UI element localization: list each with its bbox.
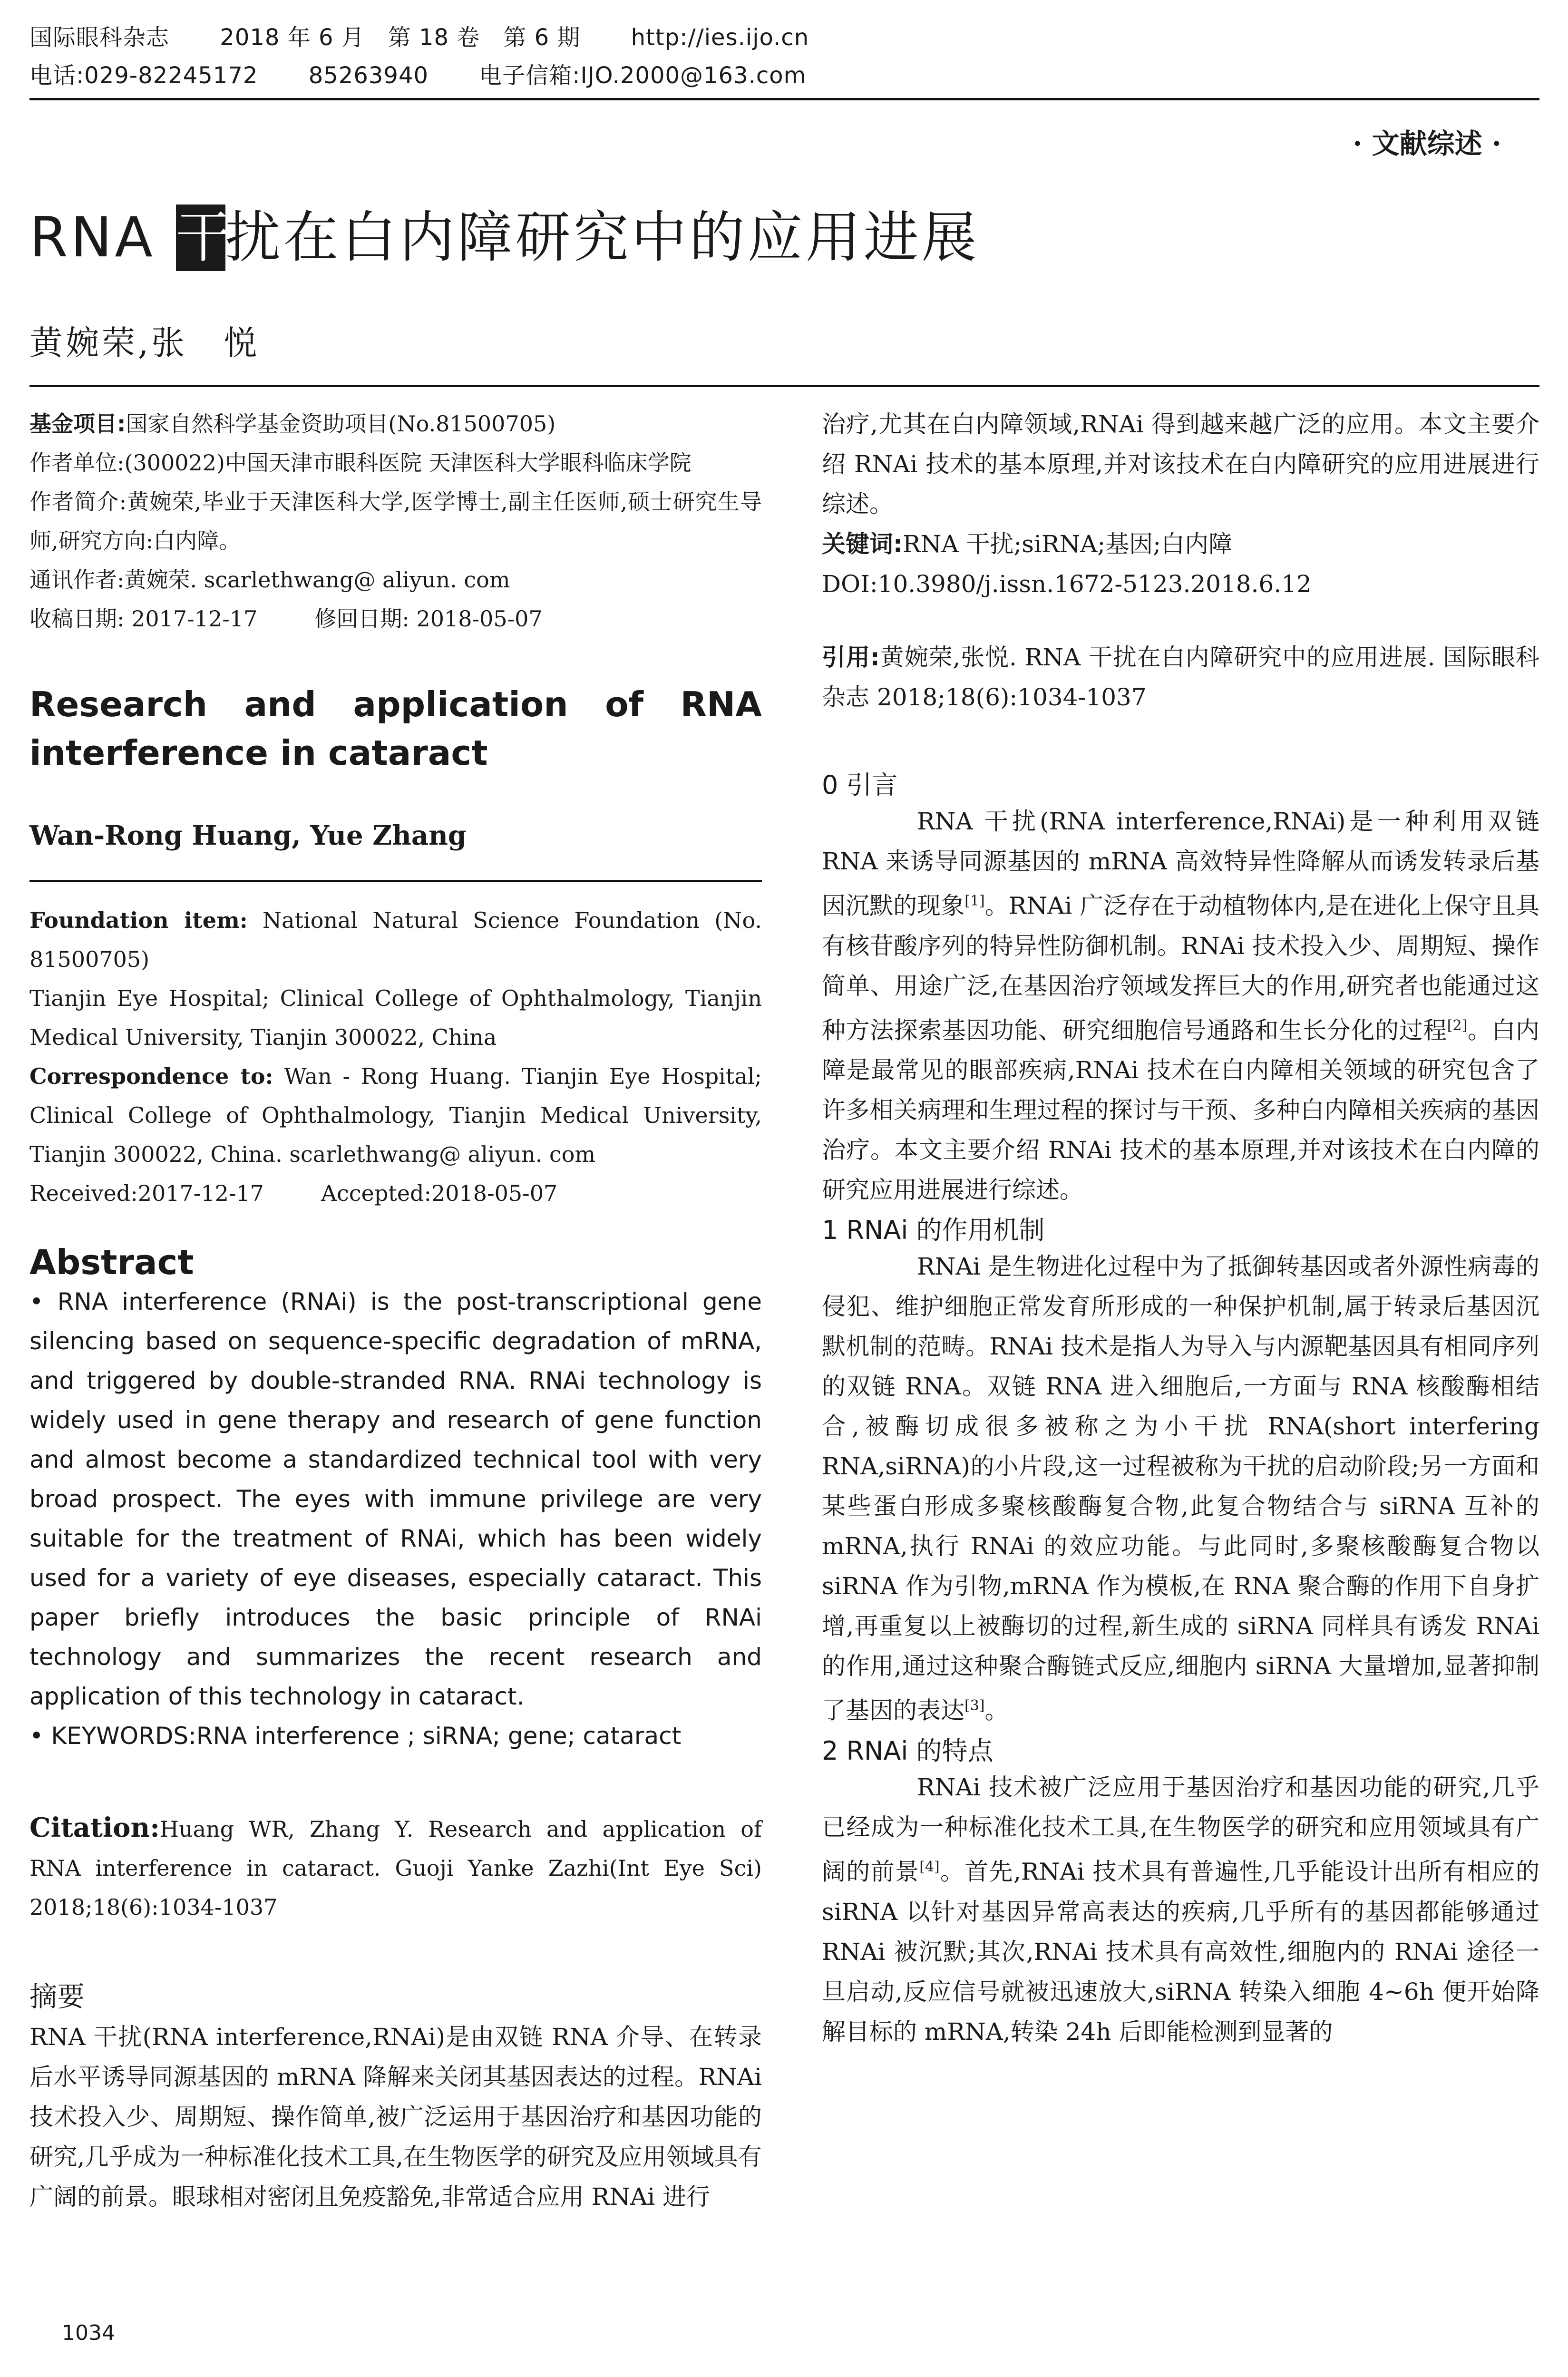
section-0-heading: 0 引言 [822, 770, 898, 800]
page-title [29, 205, 980, 271]
cn-cite: 引用:黄婉荣,张悦. RNA 干扰在白内障研究中的应用进展. 国际眼科杂志 2018;18(6):1034-1037 [822, 643, 1539, 711]
journal-url[interactable]: http://ies.ijo.cn [631, 24, 809, 51]
bio-line: 作者简介:黄婉荣,毕业于天津医科大学,医学博士,副主任医师,硕士研究生导师,研究方向:白内障。 [29, 489, 762, 554]
authors-cn: 黄婉荣,张 悦 [29, 323, 260, 362]
title-highlight: 干 [176, 205, 225, 271]
section-1-heading: 1 RNAi 的作用机制 [822, 1215, 1045, 1246]
ref-4[interactable]: [4] [919, 1858, 940, 1875]
left-column [29, 404, 762, 2217]
authors-rule [29, 880, 762, 882]
doi[interactable]: DOI:10.3980/j.issn.1672-5123.2018.6.12 [822, 570, 1312, 598]
section-tag: · 文献综述 · [1353, 127, 1501, 160]
en-corr: Correspondence to: Wan - Rong Huang. Tianjin Eye Hospital; Clinical College of Ophthalmology, Tianjin Medical University, Tianjin 300022, China. scarlethwang@ aliyun. com [29, 1063, 762, 1167]
abstract-text: • RNA interference (RNAi) is the post-transcriptional gene silencing based on sequence-specific degradation of mRNA, and triggered by double-stranded RNA. RNAi technology is widely used in gene therapy and research of gene function and almost become a standardized technical tool with very broad prospect. The eyes with immune privilege are very suitable for the treatment of RNAi, which has been widely used for a variety of eye diseases, especially cataract. This paper briefly introduces the basic principle of RNAi technology and summarizes the recent research and application of this technology in cataract. [29, 1288, 762, 1710]
issue-info: 2018 年 6 月 第 18 卷 第 6 期 [220, 24, 581, 51]
page-number: 1034 [62, 2321, 115, 2345]
abstract-heading: Abstract [29, 1242, 194, 1282]
journal-header-line1 [29, 23, 852, 52]
journal-header-line2 [29, 61, 849, 90]
english-authors: Wan-Rong Huang, Yue Zhang [29, 820, 467, 851]
cn-abstract-heading: 摘要 [29, 1980, 85, 2013]
email[interactable]: 电子信箱:IJO.2000@163.com [479, 62, 807, 89]
fund-line: 基金项目:国家自然科学基金资助项目(No.81500705) [29, 411, 556, 437]
cn-abstract-cont: 治疗,尤其在白内障领域,RNAi 得到越来越广泛的应用。本文主要介绍 RNAi 技术的基本原理,并对该技术在白内障研究的应用进展进行综述。 [822, 410, 1539, 518]
ref-1[interactable]: [1] [964, 893, 985, 909]
corr-line: 通讯作者:黄婉荣. scarlethwang@ aliyun. com [29, 567, 510, 593]
en-unit: Tianjin Eye Hospital; Clinical College of Ophthalmology, Tianjin Medical University, Tianjin 300022, China [29, 985, 762, 1050]
title-rule [29, 385, 1539, 387]
title-post: 扰在白内障研究中的应用进展 [225, 205, 980, 270]
abstract-keywords: • KEYWORDS:RNA interference ; siRNA; gene; cataract [29, 1722, 682, 1750]
dates-line: 收稿日期: 2017-12-17 修回日期: 2018-05-07 [29, 606, 543, 632]
title-pre: RNA [29, 205, 156, 270]
section-1-text: RNAi 是生物进化过程中为了抵御转基因或者外源性病毒的侵犯、维护细胞正常发育所形成的一种保护机制,属于转录后基因沉默机制的范畴。RNAi 技术是指人为导入与内源靶基因具有相同序列的双链 RNA。双链 RNA 进入细胞后,一方面与 RNA 核酸酶相结合,被酶切成很多被称之为小干扰 RNA(short interfering RNA,siRNA)的小片段,这一过程被称为干扰的启动阶段;另一方面和某些蛋白形成多聚核酸酶复合物,此复合物结合与 siRNA 互补的 mRNA,执行 RNAi 的效应功能。与此同时,多聚核酸酶复合物以 siRNA 作为引物,mRNA 作为模板,在 RNA 聚合酶的作用下自身扩增,再重复以上被酶切的过程,新生成的 siRNA 同样具有诱发 RNAi 的作用,通过这种聚合酶链式反应,细胞内 siRNA 大量增加,显著抑制了基因的表达[3]。 [822, 1253, 1539, 1724]
ref-2[interactable]: [2] [1447, 1017, 1468, 1034]
citation: Citation:Huang WR, Zhang Y. Research and application of RNA interference in cataract. Guoji Yanke Zazhi(Int Eye Sci) 2018;18(6):1034-1037 [29, 1812, 762, 1920]
english-title: Research and application of RNA interference in cataract [29, 684, 762, 773]
unit-line: 作者单位:(300022)中国天津市眼科医院 天津医科大学眼科临床学院 [29, 450, 691, 476]
journal-name: 国际眼科杂志 [29, 24, 170, 51]
en-dates: Received:2017-12-17 Accepted:2018-05-07 [29, 1180, 558, 1206]
cn-keywords: 关键词:RNA 干扰;siRNA;基因;白内障 [822, 530, 1233, 558]
section-0-text: RNA 干扰(RNA interference,RNAi)是一种利用双链 RNA 来诱导同源基因的 mRNA 高效特异性降解从而诱发转录后基因沉默的现象[1]。RNAi 广泛存在于动植物体内,是在进化上保守且具有核苷酸序列的特异性防御机制。RNAi 技术投入少、周期短、操作简单、用途广泛,在基因治疗领域发挥巨大的作用,研究者也能通过这种方法探索基因功能、研究细胞信号通路和生长分化的过程[2]。白内障是最常见的眼部疾病,RNAi 技术在白内障相关领域的研究包含了许多相关病理和生理过程的探讨与干预、多种白内障相关疾病的基因治疗。本文主要介绍 RNAi 技术的基本原理,并对该技术在白内障的研究应用进展进行综述。 [822, 808, 1540, 1204]
ref-3[interactable]: [3] [964, 1697, 985, 1715]
section-2-text: RNAi 技术被广泛应用于基因治疗和基因功能的研究,几乎已经成为一种标准化技术工具,在生物医学的研究和应用领域具有广阔的前景[4]。首先,RNAi 技术具有普遍性,几乎能设计出所有相应的 siRNA 以针对基因异常高表达的疾病,几乎所有的基因都能够通过 RNAi 被沉默;其次,RNAi 技术具有高效性,细胞内的 RNAi 途径一旦启动,反应信号就被迅速放大,siRNA 转染入细胞 4~6h 便开始降解目标的 mRNA,转染 24h 后即能检测到显著的 [822, 1773, 1539, 2046]
en-fund: Foundation item: National Natural Science Foundation (No. 81500705) [29, 907, 762, 972]
cn-abstract-text: RNA 干扰(RNA interference,RNAi)是由双链 RNA 介导、在转录后水平诱导同源基因的 mRNA 降解来关闭其基因表达的过程。RNAi 技术投入少、周期短、操作简单,被广泛运用于基因治疗和基因功能的研究,几乎成为一种标准化技术工具,在生物医学的研究及应用领域具有广阔的前景。眼球相对密闭且免疫豁免,非常适合应用 RNAi 进行 [29, 2023, 762, 2211]
section-2-heading: 2 RNAi 的特点 [822, 1735, 993, 1766]
header-rule [29, 98, 1539, 100]
phone: 电话:029-82245172 [29, 62, 258, 89]
phone2: 85263940 [308, 62, 429, 89]
right-column [822, 404, 1539, 2052]
